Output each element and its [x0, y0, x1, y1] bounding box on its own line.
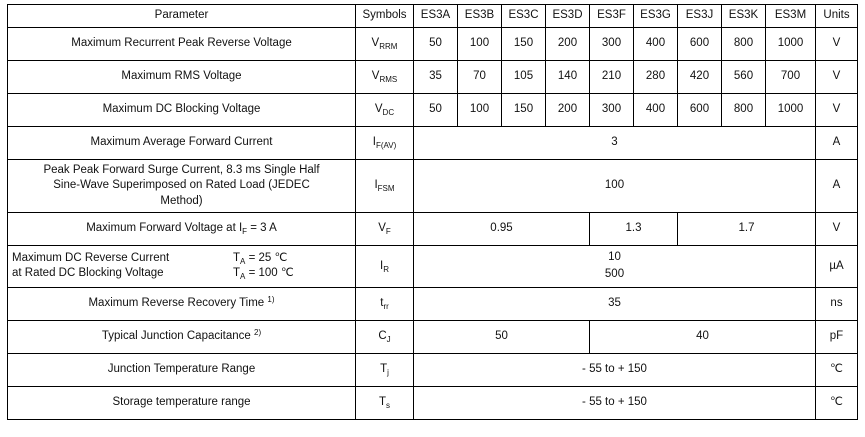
- row-value-cell: 150: [502, 93, 546, 126]
- row-value-cell: 560: [722, 60, 766, 93]
- row-merged-value-line: 500: [604, 268, 625, 281]
- row-merged-value-line: 10: [608, 251, 621, 264]
- row-value-cell: 50: [414, 27, 458, 60]
- row-parameter-line: [12, 266, 351, 282]
- table-row: [8, 353, 858, 386]
- row-merged-value: - 55 to + 150: [414, 386, 816, 419]
- row-units: µA: [816, 246, 858, 288]
- row-value-cell: 210: [590, 60, 634, 93]
- table-row: [8, 27, 858, 60]
- row-group-value: 1.3: [590, 213, 678, 246]
- symbol-subscript: rr: [383, 301, 389, 311]
- column-header-es3m: ES3M: [766, 5, 816, 28]
- row-parameter-label: Maximum Recurrent Peak Reverse Voltage: [8, 27, 356, 60]
- symbol-subscript: FSM: [377, 184, 395, 194]
- condition-subscript: A: [240, 272, 246, 282]
- row-symbol: [356, 246, 414, 288]
- symbol-base: V: [378, 222, 386, 235]
- symbol-base: V: [371, 36, 380, 49]
- row-parameter-text: Maximum Reverse Recovery Time: [88, 296, 268, 309]
- symbol-base: I: [372, 135, 376, 148]
- row-value-cell: 700: [766, 60, 816, 93]
- row-parameter-subscript: F: [242, 227, 248, 237]
- column-header-es3k: ES3K: [722, 5, 766, 28]
- column-header-es3d: ES3D: [546, 5, 590, 28]
- column-header-symbols: Symbols: [356, 5, 414, 28]
- row-value-cell: 105: [502, 60, 546, 93]
- symbol-subscript: j: [387, 367, 389, 377]
- row-parameter-label: [8, 246, 356, 288]
- row-parameter-line: Method): [160, 194, 203, 207]
- row-value-cell: 150: [502, 27, 546, 60]
- row-parameter-text: Maximum DC Reverse Current: [12, 251, 170, 264]
- row-group-value: 40: [590, 320, 816, 353]
- table-row: [8, 126, 858, 159]
- row-parameter-suffix: = 3 A: [247, 222, 277, 235]
- row-value-cell: 800: [722, 27, 766, 60]
- row-value-cell: 400: [634, 27, 678, 60]
- row-symbol: [356, 213, 414, 246]
- row-parameter-condition: [233, 251, 351, 267]
- row-group-value: 1.7: [678, 213, 816, 246]
- row-value-cell: 300: [590, 27, 634, 60]
- symbol-subscript: J: [386, 334, 391, 344]
- column-header-es3b: ES3B: [458, 5, 502, 28]
- row-parameter-label: Maximum Average Forward Current: [8, 126, 356, 159]
- row-parameter-label: Storage temperature range: [8, 386, 356, 419]
- row-parameter-label: [8, 159, 356, 213]
- row-merged-value: - 55 to + 150: [414, 353, 816, 386]
- table-header-row: [8, 5, 858, 28]
- row-value-cell: 400: [634, 93, 678, 126]
- row-value-cell: 100: [458, 27, 502, 60]
- row-value-cell: 420: [678, 60, 722, 93]
- column-header-es3f: ES3F: [590, 5, 634, 28]
- row-value-cell: 1000: [766, 27, 816, 60]
- symbol-base: T: [380, 362, 388, 375]
- row-value-cell: 50: [414, 93, 458, 126]
- column-header-es3j: ES3J: [678, 5, 722, 28]
- row-merged-value: 3: [414, 126, 816, 159]
- column-header-parameter: Parameter: [8, 5, 356, 28]
- row-units: A: [816, 126, 858, 159]
- table-row: [8, 320, 858, 353]
- row-value-cell: 600: [678, 93, 722, 126]
- symbol-base: V: [371, 69, 380, 82]
- row-merged-value: 100: [414, 159, 816, 213]
- electrical-characteristics-table: [7, 4, 858, 420]
- symbol-subscript: R: [383, 264, 389, 274]
- row-parameter-line: Peak Peak Forward Surge Current, 8.3 ms Single Half: [43, 163, 320, 176]
- row-parameter-condition: [233, 266, 351, 282]
- symbol-subscript: DC: [382, 107, 395, 117]
- symbol-base: T: [378, 395, 387, 408]
- table-row: [8, 93, 858, 126]
- row-group-value: 0.95: [414, 213, 590, 246]
- row-merged-value: 35: [414, 287, 816, 320]
- row-units: ℃: [816, 353, 858, 386]
- row-parameter-label: Maximum RMS Voltage: [8, 60, 356, 93]
- table-row: [8, 159, 858, 213]
- condition-symbol: T: [233, 251, 241, 264]
- row-parameter-label: [8, 287, 356, 320]
- column-header-es3a: ES3A: [414, 5, 458, 28]
- row-value-cell: 140: [546, 60, 590, 93]
- table-row: [8, 287, 858, 320]
- row-value-cell: 300: [590, 93, 634, 126]
- row-value-cell: 1000: [766, 93, 816, 126]
- row-units: V: [816, 213, 858, 246]
- row-symbol: [356, 287, 414, 320]
- row-units: ns: [816, 287, 858, 320]
- table-row: [8, 386, 858, 419]
- symbol-base: t: [380, 296, 384, 309]
- row-merged-value: [414, 246, 816, 288]
- column-header-es3c: ES3C: [502, 5, 546, 28]
- table-row: [8, 213, 858, 246]
- row-value-cell: 100: [458, 93, 502, 126]
- column-header-units: Units: [816, 5, 858, 28]
- row-value-cell: 600: [678, 27, 722, 60]
- symbol-subscript: F(AV): [375, 140, 397, 150]
- condition-value: = 100 ℃: [245, 267, 294, 280]
- row-parameter-footnote: 1): [267, 294, 275, 304]
- row-value-cell: 280: [634, 60, 678, 93]
- table-row: [8, 246, 858, 288]
- symbol-subscript: s: [386, 400, 391, 410]
- condition-symbol: T: [233, 267, 241, 280]
- row-units: pF: [816, 320, 858, 353]
- row-value-cell: 35: [414, 60, 458, 93]
- symbol-subscript: RRM: [379, 41, 398, 51]
- row-parameter-text: at Rated DC Blocking Voltage: [12, 267, 164, 280]
- column-header-es3g: ES3G: [634, 5, 678, 28]
- symbol-base: C: [378, 329, 387, 342]
- symbol-base: V: [374, 102, 383, 115]
- row-symbol: [356, 27, 414, 60]
- row-units: A: [816, 159, 858, 213]
- row-symbol: [356, 60, 414, 93]
- condition-value: = 25 ℃: [245, 251, 288, 264]
- row-units: ℃: [816, 386, 858, 419]
- row-parameter-footnote: 2): [254, 327, 262, 337]
- row-symbol: [356, 93, 414, 126]
- row-units: V: [816, 60, 858, 93]
- symbol-base: I: [374, 179, 378, 192]
- row-parameter-line: [12, 251, 351, 267]
- row-parameter-label: [8, 320, 356, 353]
- row-parameter-label: Maximum DC Blocking Voltage: [8, 93, 356, 126]
- row-value-cell: 800: [722, 93, 766, 126]
- row-symbol: [356, 353, 414, 386]
- row-parameter-label: [8, 213, 356, 246]
- row-parameter-text: Typical Junction Capacitance: [101, 329, 254, 342]
- table-row: [8, 60, 858, 93]
- symbol-base: I: [380, 259, 384, 272]
- condition-subscript: A: [240, 256, 246, 266]
- symbol-subscript: RMS: [379, 74, 398, 84]
- row-symbol: [356, 126, 414, 159]
- row-parameter-line: Sine-Wave Superimposed on Rated Load (JEDEC: [53, 179, 310, 192]
- row-units: V: [816, 27, 858, 60]
- row-symbol: [356, 159, 414, 213]
- row-symbol: [356, 320, 414, 353]
- row-value-cell: 200: [546, 93, 590, 126]
- row-value-cell: 70: [458, 60, 502, 93]
- row-parameter-label: Junction Temperature Range: [8, 353, 356, 386]
- row-group-value: 50: [414, 320, 590, 353]
- row-units: V: [816, 93, 858, 126]
- symbol-subscript: F: [385, 227, 391, 237]
- row-parameter-prefix: Maximum Forward Voltage at I: [86, 222, 243, 235]
- row-symbol: [356, 386, 414, 419]
- row-value-cell: 200: [546, 27, 590, 60]
